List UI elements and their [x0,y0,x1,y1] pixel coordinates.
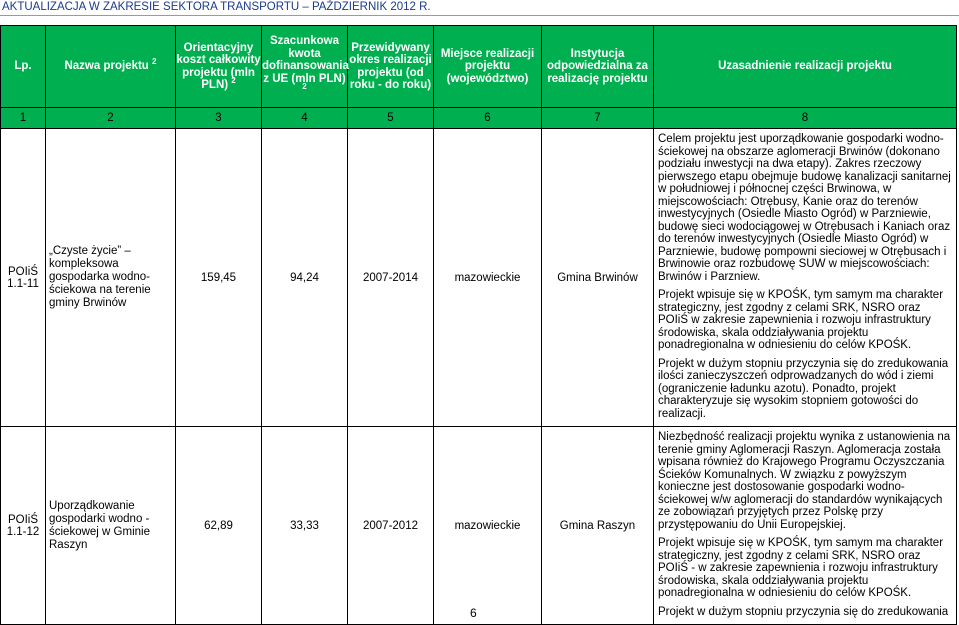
justification-paragraph: Projekt w dużym stopniu przyczynia się do zredukowania [658,605,949,618]
page-number: 6 [470,606,477,620]
column-number: 3 [176,108,262,129]
row-period: 2007-2012 [348,427,434,625]
row-lp: POIiŚ 1.1-11 [1,129,46,427]
justification-paragraph: Projekt wpisuje się w KPOŚK, tym samym ma charakter strategiczny, jest zgodny z celami SRK, NSRO oraz POIiŚ w zakresie zapewnienia i rozwoju infrastruktury środowiska, skala oddziaływania projektu ponadregionalna w odniesieniu do celów KPOŚK. [658,289,944,351]
header-lp: Lp. [1,26,46,108]
row-institution: Gmina Raszyn [542,427,654,625]
row-institution: Gmina Brwinów [542,129,654,427]
justification-paragraph: Projekt w dużym stopniu przyczynia się do zredukowania ilości zanieczyszczeń odprowadzanych do wód i ziemi (ograniczenie ładunku azotu). Ponadto, projekt charakteryzuje się wysokim stopniem gotowości do realizacji. [658,357,949,420]
header-total-cost: Orientacyjny koszt całkowity projektu (mln PLN) $^2$ [176,26,262,108]
row-justification [654,129,957,427]
column-number-row [1,108,957,129]
header-divider [0,15,959,16]
projects-table [0,25,957,625]
row-lp: POIiŚ 1.1-12 [1,427,46,625]
table-header-row [1,26,957,108]
column-number: 4 [262,108,348,129]
column-number: 2 [46,108,176,129]
row-project-name: Uporządkowanie gospodarki wodno - ściekowej w Gminie Raszyn [46,427,176,625]
row-eu-funding: 33,33 [262,427,348,625]
header-project-name: Nazwa projektu $^2$ [46,26,176,108]
column-number: 8 [654,108,957,129]
justification-paragraph: Celem projektu jest uporządkowanie gospodarki wodno-ściekowej na obszarze aglomeracji Brwinów (dokonano podziału inwestycji na dwa etapy). Zakres rzeczowy pierwszego etapu obejmuje budowę kanalizacji sanitarnej w południowej i północnej części Brwinowa, w miejscowościach: Otrębusy, Kanie oraz do terenów inwestycyjnych (Osiedle Miasto Ogród) w Parzniewie, budowę sieci wodociągowej w Otrębusach i Kaniach oraz do terenów inwestycyjnych (Osiedle Miasto Ogród) w Parzniewie, budowę pompowni sieciowej w Otrębusach i Brwinowie oraz rozbudowę SUW w miejscowościach: Brwinów i Parzniew. [658,133,951,283]
row-total-cost: 62,89 [176,427,262,625]
header-period: Przewidywany okres realizacji projektu (od roku - do roku) [348,26,434,108]
header-justification: Uzasadnienie realizacji projektu [654,26,957,108]
justification-paragraph: Niezbędność realizacji projektu wynika z ustanowienia na terenie gminy Aglomeracji Raszyn. Aglomeracja została wpisana również do Krajowego Programu Oczyszczania Ścieków Komunalnych. W związku z powyższym konieczne jest dostosowanie gospodarki wodno-ściekowej w/w aglomeracji do standardów wynikających ze zobowiązań przyjętych przez Polskę przy przystępowaniu do Unii Europejskiej. [658,431,951,531]
justification-paragraph: Projekt wpisuje się w KPOŚK, tym samym ma charakter strategiczny, jest zgodny z celami SRK, NSRO oraz POIiŚ - w zakresie zapewnienia i rozwoju infrastruktury środowiska, skala oddziaływania projektu ponadregionalna w odniesieniu do celów KPOŚK. [658,537,944,599]
row-region: mazowieckie [434,427,542,625]
header-region: Miejsce realizacji projektu (województwo) [434,26,542,108]
header-eu-funding: Szacunkowa kwota dofinansowania z UE (mln PLN) $^2$ [262,26,348,108]
table-row [1,129,957,427]
row-project-name: „Czyste życie” – kompleksowa gospodarka wodno-ściekowa na terenie gminy Brwinów [46,129,176,427]
row-period: 2007-2014 [348,129,434,427]
row-justification [654,427,957,625]
row-total-cost: 159,45 [176,129,262,427]
column-number: 1 [1,108,46,129]
column-number: 7 [542,108,654,129]
column-number: 5 [348,108,434,129]
document-header-line: AKTUALIZACJA W ZAKRESIE SEKTORA TRANSPORTU – PAŹDZIERNIK 2012 R. [2,1,431,13]
row-eu-funding: 94,24 [262,129,348,427]
table-row [1,427,957,625]
row-region: mazowieckie [434,129,542,427]
column-number: 6 [434,108,542,129]
header-institution: Instytucja odpowiedzialna za realizację projektu [542,26,654,108]
